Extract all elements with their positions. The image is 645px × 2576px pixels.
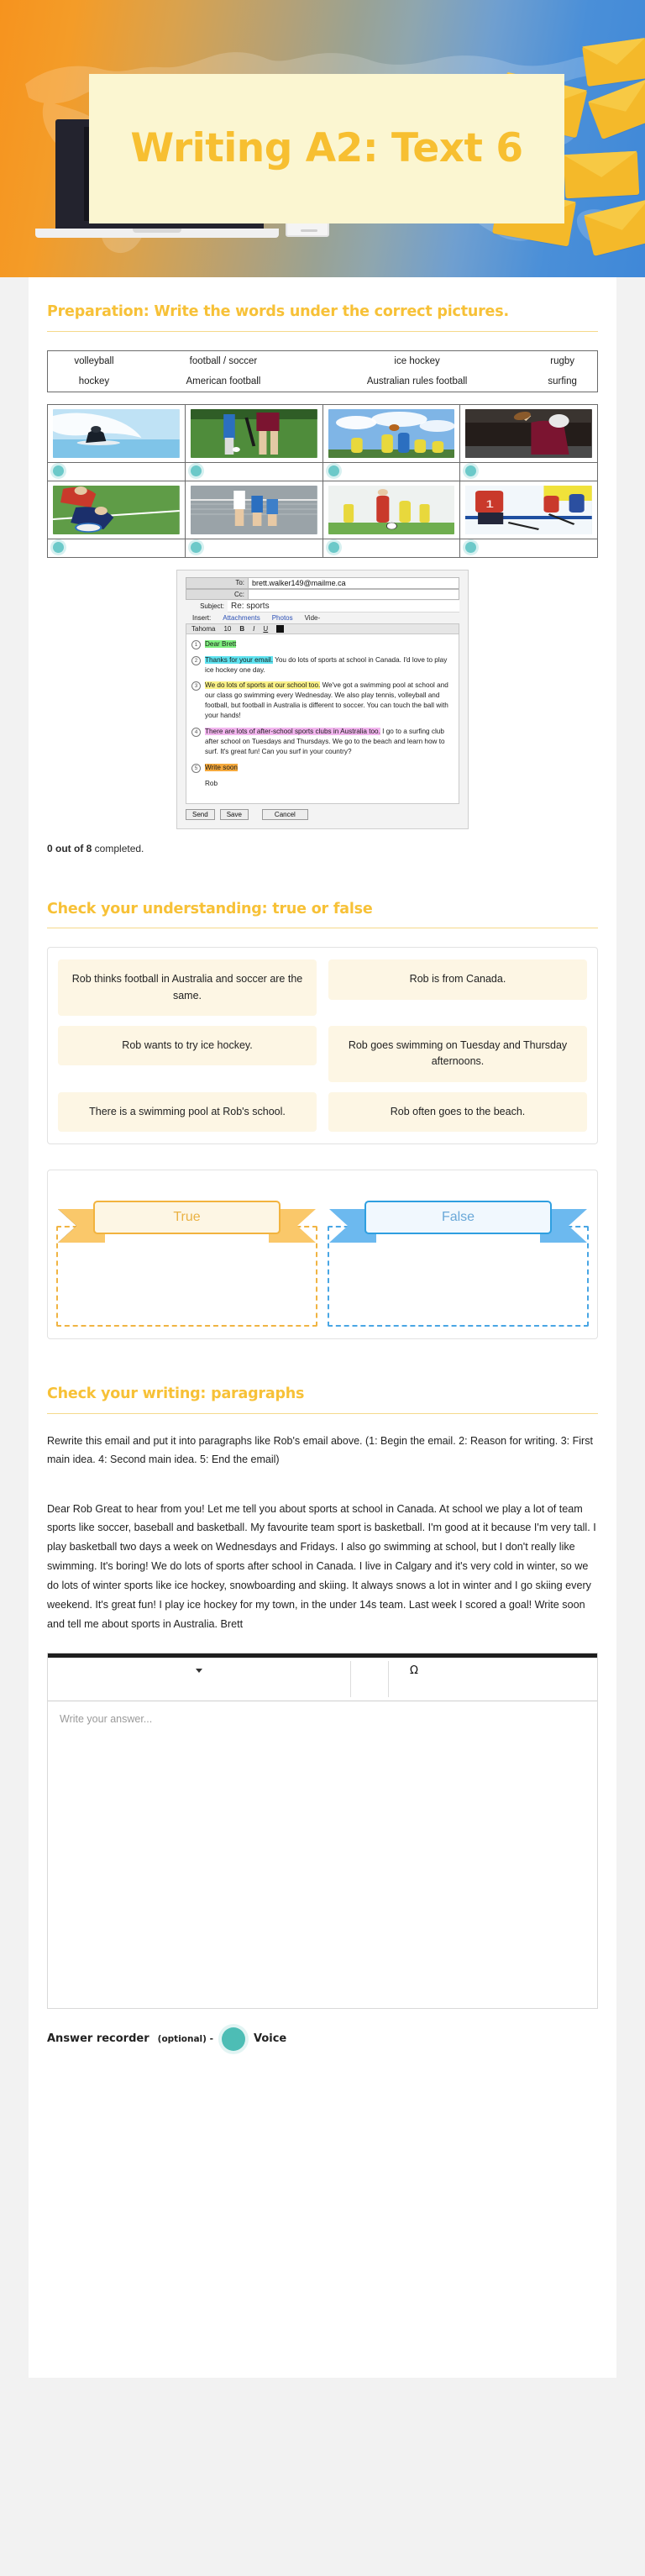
true-false-heading: Check your understanding: true or false: [47, 900, 373, 917]
statement-card[interactable]: Rob goes swimming on Tuesday and Thursday afternoons.: [328, 1026, 587, 1082]
word-bank-cell[interactable]: rugby: [550, 355, 575, 366]
drop-target-cell[interactable]: [48, 539, 186, 557]
email-to-value: brett.walker149@mailme.ca: [248, 577, 459, 589]
italic-button[interactable]: I: [253, 624, 255, 633]
completion-count: 0 out of 8: [47, 842, 92, 854]
email-subject-value: Re: sports: [228, 601, 459, 612]
save-button[interactable]: Save: [220, 809, 249, 820]
american-football-photo: [465, 409, 592, 458]
surfing-photo: [53, 409, 180, 458]
font-name-select[interactable]: Tahoma: [191, 624, 216, 633]
word-bank-cell[interactable]: surfing: [548, 376, 577, 386]
content-card: [29, 277, 616, 2378]
cancel-button[interactable]: Cancel: [262, 809, 308, 820]
paragraph-highlight: Write soon: [205, 763, 238, 771]
drop-target-cell[interactable]: [48, 462, 186, 481]
email-format-toolbar: [186, 623, 459, 634]
svg-text:1: 1: [485, 498, 495, 510]
paragraphs-instructions: Rewrite this email and put it into paragraphs like Rob's email above. (1: Begin the email. 2: Reason for writing. 3: First main idea. 4: Second main idea. 5: End the email): [47, 1434, 593, 1465]
drop-target-dot[interactable]: [328, 542, 339, 553]
statements-grid: [58, 959, 587, 1132]
email-paragraph: [191, 681, 454, 721]
email-cc-row: [186, 589, 459, 600]
email-to-rewrite: Dear Rob Great to hear from you! Let me tell you about sports at school in Canada. At school we play a lot of team sports like soccer, baseball and basketball. My favourite team sport is basketball. I'm good at it because I'm very tall. I play basketball two days a week on Wednesdays and Fridays. I also go swimming at school, but I don't really like swimming. It's boring! We do lots of sports after school in Canada. I live in Calgary and it's very cold in winter, so we do lots of winter sports like ice hockey, snowboarding and skiing. It always snows a lot in winter and I go skiing every weekend. It's great fun! I play ice hockey for my town, in the under 14s team. Last week I scored a goal! Write soon and tell me about sports in Australia. Brett: [47, 1502, 596, 1630]
paragraph-rest: We've got a swimming pool at school and our class go swimming every Wednesday. We also play tennis, volleyball and football, but football in Australia is different to soccer. You can touch the ball with your hands!: [205, 681, 448, 720]
drop-target-dot[interactable]: [53, 542, 64, 553]
paragraph-highlight: There are lots of after-school sports clubs in Australia too.: [205, 727, 380, 735]
recorder-optional-label: (optional) -: [157, 2033, 213, 2044]
section-divider: [47, 331, 598, 332]
email-to-row: [186, 577, 459, 589]
table-row: [48, 481, 598, 539]
toolbar-format-group[interactable]: [48, 1658, 350, 1701]
word-bank-table: [47, 350, 598, 392]
page-footer: [0, 2378, 645, 2418]
picture-cell: [460, 404, 598, 462]
email-cc-label: Cc:: [186, 589, 248, 600]
hero-banner: [0, 0, 645, 277]
rugby-photo: [53, 486, 180, 534]
paragraph-rest: I go to a surfing club after school on Tuesdays and Thursdays. We go to the beach and learn how to surf. It's great fun! Can you surf in your country?: [205, 727, 445, 755]
paragraphs-heading: Check your writing: paragraphs: [47, 1385, 305, 1403]
drop-target-cell[interactable]: [185, 539, 322, 557]
email-signature: Rob: [205, 779, 218, 787]
table-row: [48, 350, 598, 371]
voice-label: Voice: [253, 2032, 287, 2046]
completion-status: [47, 843, 598, 854]
drop-target-cell[interactable]: [460, 539, 598, 557]
drop-target-dot[interactable]: [53, 465, 64, 476]
envelope-icon: [588, 79, 645, 139]
font-size-select[interactable]: 10: [223, 624, 232, 633]
bold-button[interactable]: B: [239, 624, 245, 633]
record-button[interactable]: [222, 2027, 245, 2051]
false-drop-column[interactable]: [328, 1179, 589, 1327]
editor-toolbar: [48, 1658, 597, 1701]
word-bank-cell[interactable]: volleyball: [74, 355, 114, 366]
statement-card[interactable]: Rob wants to try ice hockey.: [58, 1026, 317, 1065]
drop-target-cell[interactable]: [322, 539, 460, 557]
paragraph-highlight: We do lots of sports at our school too.: [205, 681, 321, 690]
drop-target-row: [48, 539, 598, 557]
drop-target-cell[interactable]: [322, 462, 460, 481]
paragraph-number: 4: [191, 728, 201, 737]
email-insert-row: [186, 614, 459, 622]
word-bank-cell[interactable]: ice hockey: [394, 355, 440, 366]
football-soccer-photo: [328, 486, 455, 534]
paragraph-highlight: Dear Brett: [205, 639, 237, 648]
true-ribbon: [56, 1201, 317, 1239]
picture-grid: [47, 404, 598, 558]
statement-card[interactable]: Rob often goes to the beach.: [328, 1092, 587, 1132]
toolbar-group-2: [351, 1658, 388, 1701]
drop-target-dot[interactable]: [191, 465, 202, 476]
email-insert-label: Insert:: [192, 613, 212, 622]
email-subject-row: [186, 601, 459, 612]
send-button[interactable]: Send: [186, 809, 215, 820]
picture-cell: [185, 404, 322, 462]
word-bank-cell[interactable]: football / soccer: [189, 355, 258, 366]
word-bank-cell[interactable]: American football: [186, 376, 261, 386]
paragraph-number: 2: [191, 656, 201, 665]
picture-cell: [48, 404, 186, 462]
email-paragraph: [191, 655, 454, 676]
australian-rules-football-photo: [328, 409, 455, 458]
drop-target-dot[interactable]: [465, 542, 476, 553]
statements-panel: [47, 947, 598, 1144]
true-false-drop-panel: [47, 1170, 598, 1339]
drop-target-dot[interactable]: [465, 465, 476, 476]
false-label: False: [364, 1201, 552, 1234]
hero-title-card: [89, 74, 564, 223]
paragraph-number: 1: [191, 640, 201, 649]
email-paragraph: [191, 763, 454, 773]
drop-target-dot[interactable]: [328, 465, 339, 476]
picture-cell: [322, 404, 460, 462]
true-label: True: [93, 1201, 281, 1234]
word-bank-cell[interactable]: Australian rules football: [366, 376, 468, 386]
true-drop-column[interactable]: [56, 1179, 317, 1327]
email-body: [186, 634, 459, 804]
insert-attachments-link[interactable]: Attachments: [223, 613, 260, 622]
picture-cell: [48, 481, 186, 539]
paragraph-rest: You do lots of sports at school in Canada. I'd love to play ice hockey one day.: [205, 655, 448, 674]
answer-editor: [47, 1653, 598, 2009]
hockey-photo: [191, 409, 317, 458]
email-signature-row: [191, 779, 454, 789]
table-row: [48, 404, 598, 462]
paragraph-number: 5: [191, 764, 201, 773]
email-paragraph: [191, 639, 454, 649]
section-divider: [47, 1413, 598, 1414]
drop-target-cell[interactable]: [185, 462, 322, 481]
envelope-icon: [584, 199, 645, 256]
omega-icon[interactable]: Ω: [410, 1664, 418, 1677]
picture-cell: [460, 481, 598, 539]
email-screenshot: [176, 570, 469, 829]
statement-card[interactable]: There is a swimming pool at Rob's school.: [58, 1092, 317, 1132]
answer-textarea[interactable]: Write your answer...: [48, 1701, 597, 2008]
email-subject-label: Subject:: [200, 602, 224, 611]
picture-cell: [185, 481, 322, 539]
text-color-swatch[interactable]: [276, 625, 284, 633]
email-action-buttons: [186, 809, 459, 820]
recorder-label: Answer recorder: [47, 2032, 149, 2046]
page-title: Writing A2: Text 6: [130, 124, 523, 171]
preparation-heading: Preparation: Write the words under the correct pictures.: [47, 303, 509, 320]
word-bank-cell[interactable]: hockey: [78, 376, 110, 386]
drop-target-dot[interactable]: [191, 542, 202, 553]
paragraph-highlight: Thanks for your email.: [205, 655, 273, 664]
drop-target-cell[interactable]: [460, 462, 598, 481]
envelope-icon: [582, 38, 645, 87]
ice-hockey-photo: [465, 486, 592, 534]
insert-photos-link[interactable]: Photos: [271, 613, 293, 622]
drop-target-row: [48, 462, 598, 481]
table-row: [48, 371, 598, 392]
email-paragraph: [191, 727, 454, 757]
chevron-down-icon[interactable]: [196, 1669, 202, 1673]
completion-suffix: completed.: [92, 842, 144, 854]
insert-video-link[interactable]: Vide-: [304, 613, 321, 622]
volleyball-photo: [191, 486, 317, 534]
underline-button[interactable]: U: [263, 624, 269, 633]
email-to-label: To:: [186, 577, 248, 589]
statement-card[interactable]: Rob is from Canada.: [328, 959, 587, 999]
false-ribbon: [328, 1201, 589, 1239]
paragraph-number: 3: [191, 681, 201, 691]
toolbar-special-chars-group[interactable]: [389, 1658, 439, 1701]
envelope-icon: [564, 151, 640, 199]
answer-recorder: [47, 2027, 598, 2051]
picture-cell: [322, 481, 460, 539]
email-cc-value: [248, 589, 459, 600]
statement-card[interactable]: Rob thinks football in Australia and soccer are the same.: [58, 959, 317, 1016]
